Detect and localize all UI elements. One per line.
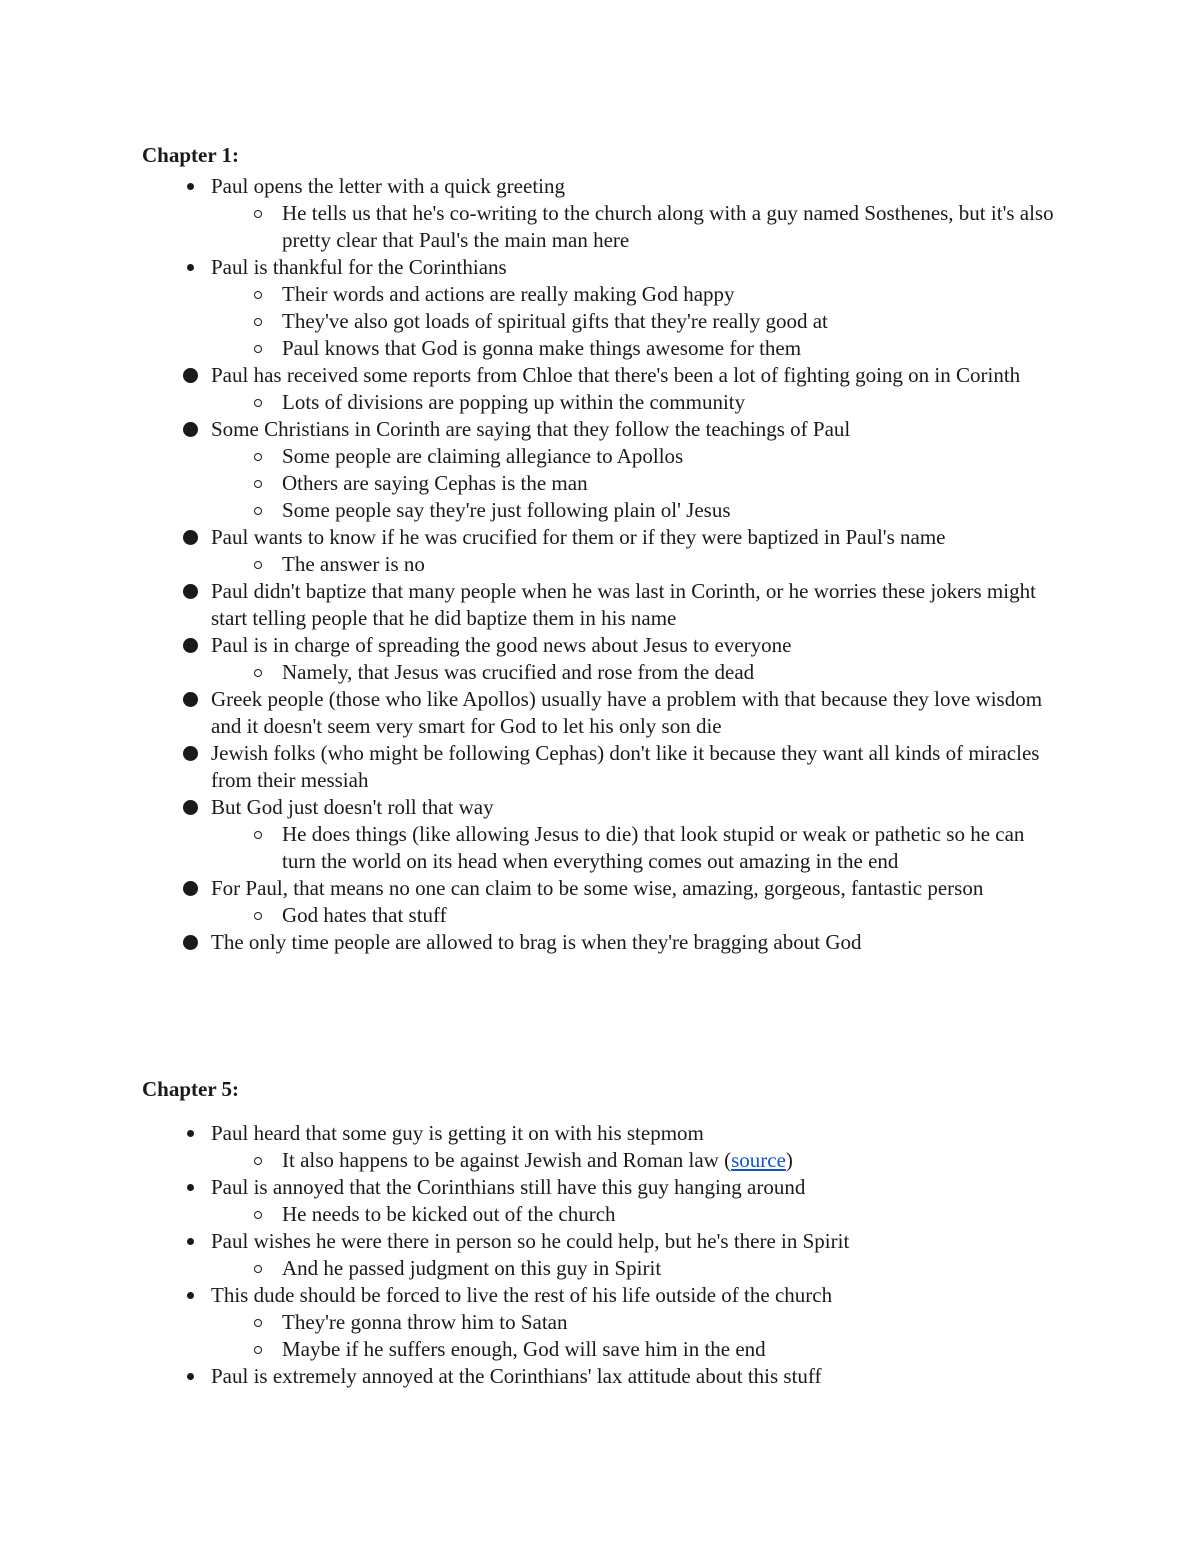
- sub-item-text: Some people say they're just following plain ol' Jesus: [282, 498, 731, 522]
- list-item-text: Paul is thankful for the Corinthians: [211, 255, 507, 279]
- chapter-5-list: [0, 1120, 1200, 1390]
- source-link[interactable]: source: [731, 1148, 786, 1172]
- bullet-icon: [175, 1282, 205, 1309]
- bullet-icon: [175, 740, 205, 767]
- bullet-icon: [175, 416, 205, 443]
- bullet-icon: [175, 524, 205, 551]
- list-item-text: Paul is in charge of spreading the good news about Jesus to everyone: [211, 633, 792, 657]
- list-item: [0, 794, 1200, 821]
- list-item: [0, 875, 1200, 902]
- sub-item-text: And he passed judgment on this guy in Spirit: [282, 1256, 662, 1280]
- sub-list-item: [0, 1255, 1200, 1282]
- list-item: [0, 578, 1200, 632]
- sub-item-text: The answer is no: [282, 552, 425, 576]
- sub-list-item: [0, 1336, 1200, 1363]
- list-item-text: Paul heard that some guy is getting it on with his stepmom: [211, 1121, 704, 1145]
- sub-item-text: They're gonna throw him to Satan: [282, 1310, 568, 1334]
- sub-list-item: [0, 1201, 1200, 1228]
- list-item: [0, 362, 1200, 389]
- sub-list-item: [0, 389, 1200, 416]
- sub-item-text: Others are saying Cephas is the man: [282, 471, 588, 495]
- list-item-text: This dude should be forced to live the rest of his life outside of the church: [211, 1283, 833, 1307]
- list-item: [0, 1282, 1200, 1309]
- bullet-icon: [175, 254, 205, 281]
- sub-list-item: [0, 497, 1200, 524]
- sub-list-item: [0, 308, 1200, 335]
- bullet-icon: [175, 632, 205, 659]
- bullet-icon: [175, 794, 205, 821]
- list-item: [0, 740, 1200, 794]
- hollow-bullet-icon: [248, 551, 268, 578]
- bullet-icon: [175, 929, 205, 956]
- hollow-bullet-icon: [248, 1336, 268, 1363]
- hollow-bullet-icon: [248, 902, 268, 929]
- sub-item-text: Their words and actions are really making God happy: [282, 282, 735, 306]
- list-item-text: But God just doesn't roll that way: [211, 795, 494, 819]
- sub-list-item: [0, 470, 1200, 497]
- hollow-bullet-icon: [248, 1147, 268, 1174]
- list-item: [0, 173, 1200, 200]
- sub-item-text: He does things (like allowing Jesus to die) that look stupid or weak or pathetic so he can turn the world on its head when everything comes out amazing in the end: [282, 822, 1025, 873]
- list-item-text: Jewish folks (who might be following Cephas) don't like it because they want all kinds of miracles from their messiah: [211, 741, 1040, 792]
- bullet-icon: [175, 362, 205, 389]
- source-link-close: ): [785, 1148, 793, 1172]
- list-item-text: Paul has received some reports from Chloe that there's been a lot of fighting going on in Corinth: [211, 363, 1021, 387]
- hollow-bullet-icon: [248, 281, 268, 308]
- list-item: [0, 1174, 1200, 1201]
- hollow-bullet-icon: [248, 470, 268, 497]
- sub-item-text: He needs to be kicked out of the church: [282, 1202, 616, 1226]
- bullet-icon: [175, 1228, 205, 1255]
- bullet-icon: [175, 1363, 205, 1390]
- sub-list-item: [0, 902, 1200, 929]
- bullet-icon: [175, 875, 205, 902]
- list-item-text: Paul wants to know if he was crucified for them or if they were baptized in Paul's name: [211, 525, 946, 549]
- bullet-icon: [175, 1174, 205, 1201]
- chapter-1-heading: Chapter 1:: [142, 143, 240, 167]
- list-item: [0, 416, 1200, 443]
- sub-list-item: [0, 659, 1200, 686]
- hollow-bullet-icon: [248, 200, 268, 227]
- sub-item-text: It also happens to be against Jewish and Roman law: [282, 1148, 719, 1172]
- sub-item-text: Some people are claiming allegiance to Apollos: [282, 444, 684, 468]
- hollow-bullet-icon: [248, 1309, 268, 1336]
- list-item: [0, 686, 1200, 740]
- list-item-text: For Paul, that means no one can claim to be some wise, amazing, gorgeous, fantastic person: [211, 876, 984, 900]
- sub-item-text: Paul knows that God is gonna make things awesome for them: [282, 336, 802, 360]
- bullet-icon: [175, 173, 205, 200]
- sub-item-text: Namely, that Jesus was crucified and rose from the dead: [282, 660, 755, 684]
- hollow-bullet-icon: [248, 389, 268, 416]
- list-item-text: Paul didn't baptize that many people when he was last in Corinth, or he worries these jokers might start telling people that he did baptize them in his name: [211, 579, 1036, 630]
- list-item-text: Some Christians in Corinth are saying that they follow the teachings of Paul: [211, 417, 851, 441]
- sub-list-item: [0, 1309, 1200, 1336]
- sub-item-text: He tells us that he's co-writing to the church along with a guy named Sosthenes, but it's also pretty clear that Paul's the main man here: [282, 201, 1054, 252]
- sub-item-text: Maybe if he suffers enough, God will save him in the end: [282, 1337, 766, 1361]
- list-item: [0, 254, 1200, 281]
- list-item: [0, 524, 1200, 551]
- chapter-1-list: [0, 173, 1200, 956]
- list-item: [0, 1363, 1200, 1390]
- sub-item-text: God hates that stuff: [282, 903, 447, 927]
- sub-list-item: [0, 200, 1200, 254]
- sub-list-item: [0, 551, 1200, 578]
- sub-list-item: [0, 335, 1200, 362]
- sub-list-item: [0, 281, 1200, 308]
- list-item-text: Paul is annoyed that the Corinthians still have this guy hanging around: [211, 1175, 806, 1199]
- bullet-icon: [175, 686, 205, 713]
- list-item-text: Paul opens the letter with a quick greeting: [211, 174, 565, 198]
- chapter-5-heading: Chapter 5:: [142, 1077, 240, 1101]
- hollow-bullet-icon: [248, 497, 268, 524]
- list-item-text: Greek people (those who like Apollos) usually have a problem with that because they love wisdom and it doesn't seem very smart for God to let his only son die: [211, 687, 1043, 738]
- sub-item-text: Lots of divisions are popping up within the community: [282, 390, 746, 414]
- sub-list-item: [0, 443, 1200, 470]
- sub-list-item: [0, 821, 1200, 875]
- hollow-bullet-icon: [248, 335, 268, 362]
- list-item: [0, 1120, 1200, 1147]
- hollow-bullet-icon: [248, 308, 268, 335]
- source-link-open: (: [724, 1148, 732, 1172]
- bullet-icon: [175, 1120, 205, 1147]
- list-item-text: Paul is extremely annoyed at the Corinthians' lax attitude about this stuff: [211, 1364, 822, 1388]
- bullet-icon: [175, 578, 205, 605]
- hollow-bullet-icon: [248, 1255, 268, 1282]
- hollow-bullet-icon: [248, 443, 268, 470]
- list-item-text: Paul wishes he were there in person so he could help, but he's there in Spirit: [211, 1229, 850, 1253]
- list-item: [0, 929, 1200, 956]
- sub-list-item: [0, 1147, 1200, 1174]
- hollow-bullet-icon: [248, 659, 268, 686]
- hollow-bullet-icon: [248, 1201, 268, 1228]
- sub-item-text: They've also got loads of spiritual gifts that they're really good at: [282, 309, 828, 333]
- list-item-text: The only time people are allowed to brag is when they're bragging about God: [211, 930, 862, 954]
- list-item: [0, 1228, 1200, 1255]
- list-item: [0, 632, 1200, 659]
- hollow-bullet-icon: [248, 821, 268, 848]
